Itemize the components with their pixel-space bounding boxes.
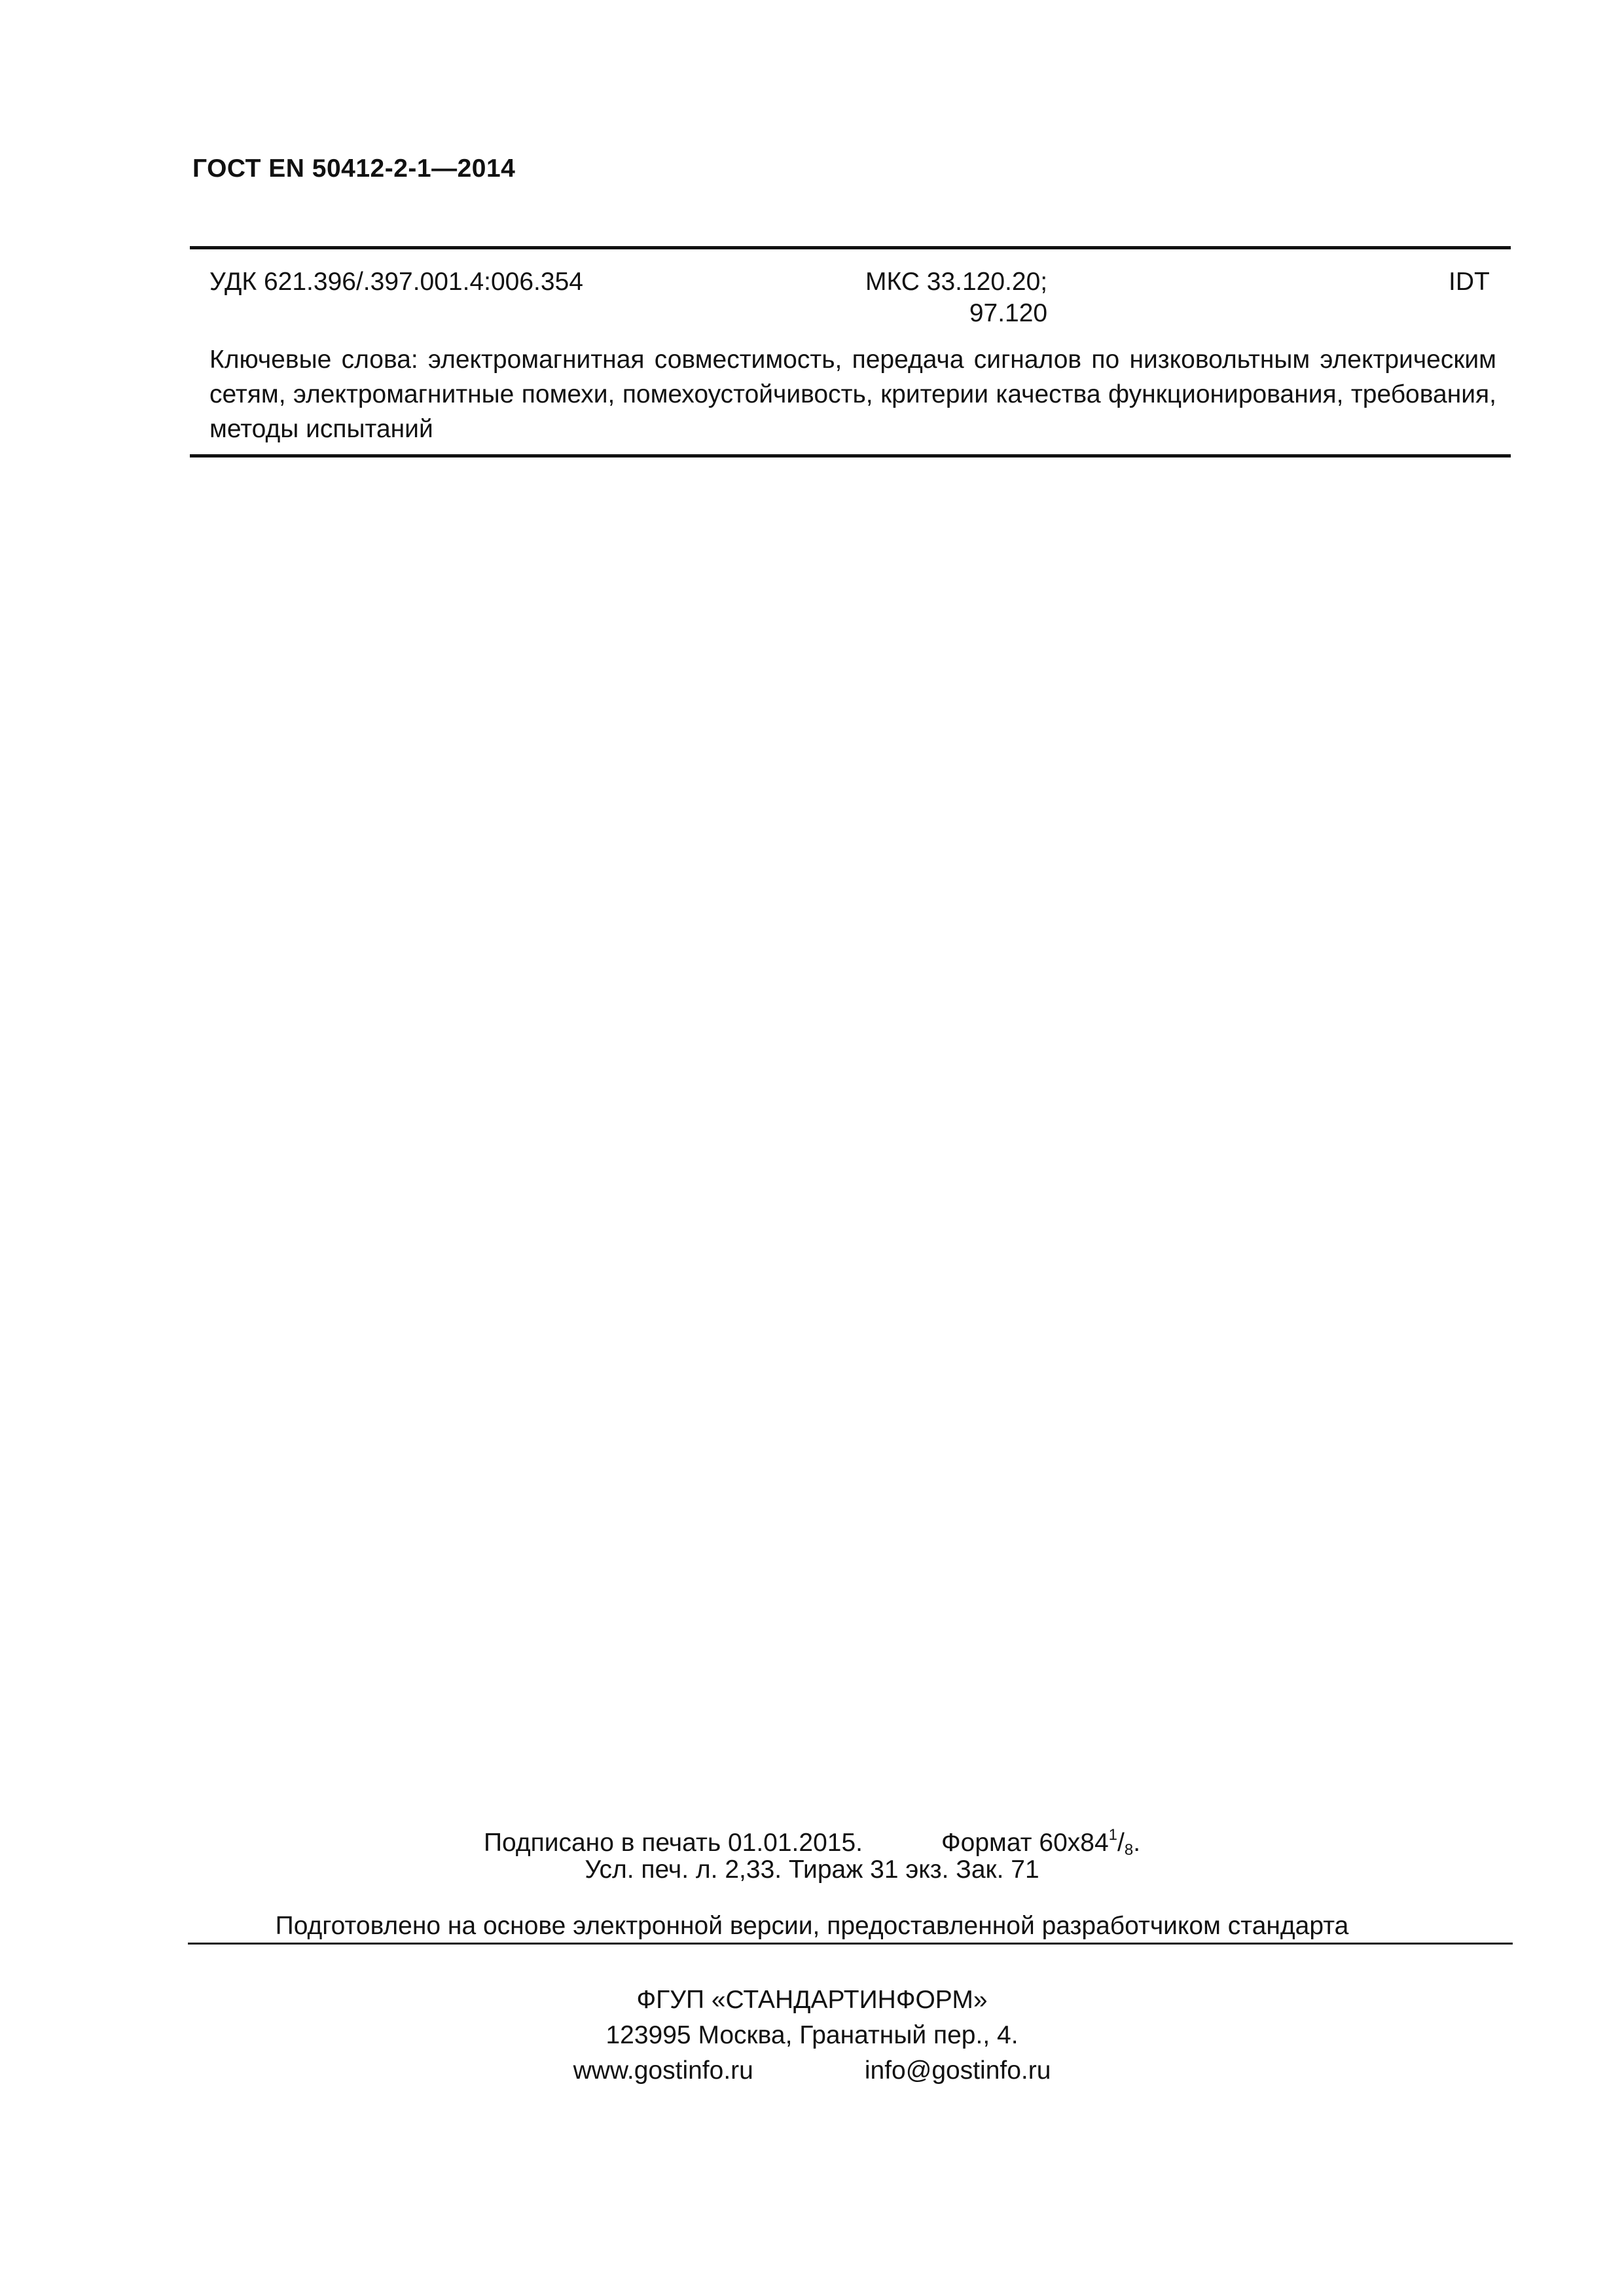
top-rule (190, 246, 1511, 249)
publisher-name: ФГУП «СТАНДАРТИНФОРМ» (636, 1986, 988, 2014)
degree-of-correspondence: IDT (1449, 268, 1490, 296)
prepared-note: Подготовлено на основе электронной версии, предоставленной разработчиком стандарта (275, 1912, 1349, 1940)
format-end: . (1133, 1829, 1141, 1857)
standard-code-header: ГОСТ EN 50412-2-1—2014 (192, 154, 516, 183)
publisher-address: 123995 Москва, Гранатный пер., 4. (605, 2021, 1019, 2049)
mks-code (865, 266, 1047, 329)
paper-format: Формат $60х84^1/_8$. (941, 1826, 1141, 1859)
publisher-website[interactable]: www.gostinfo.ru (573, 2056, 753, 2085)
format-numerator: 1 (1108, 1826, 1117, 1844)
format-denominator: 8 (1124, 1841, 1134, 1859)
colophon-rule (188, 1943, 1513, 1945)
publisher-email[interactable]: info@gostinfo.ru (864, 2056, 1051, 2085)
keywords-label: Ключевые слова: (209, 346, 418, 374)
udc-code: УДК 621.396/.397.001.4:006.354 (209, 268, 583, 296)
publisher-contacts (0, 2054, 1624, 2088)
mks-line-2: 97.120 (969, 299, 1048, 327)
keywords-block (209, 342, 1496, 446)
signed-for-print: Подписано в печать 01.01.2015. (483, 1829, 863, 1857)
format-label: Формат 60х84 (941, 1829, 1109, 1857)
keywords-bottom-rule (190, 454, 1511, 457)
mks-line-1: МКС 33.120.20; (865, 268, 1048, 296)
keywords-text: электромагнитная совместимость, передача сигналов по низковольтным электрическим сетям, электромагнитные помехи, помехоустойчивость, критерии качества функционирования, требования, методы испытаний (209, 346, 1496, 443)
print-sheets-info: Усл. печ. л. 2,33. Тираж 31 экз. Зак. 71 (585, 1856, 1039, 1884)
